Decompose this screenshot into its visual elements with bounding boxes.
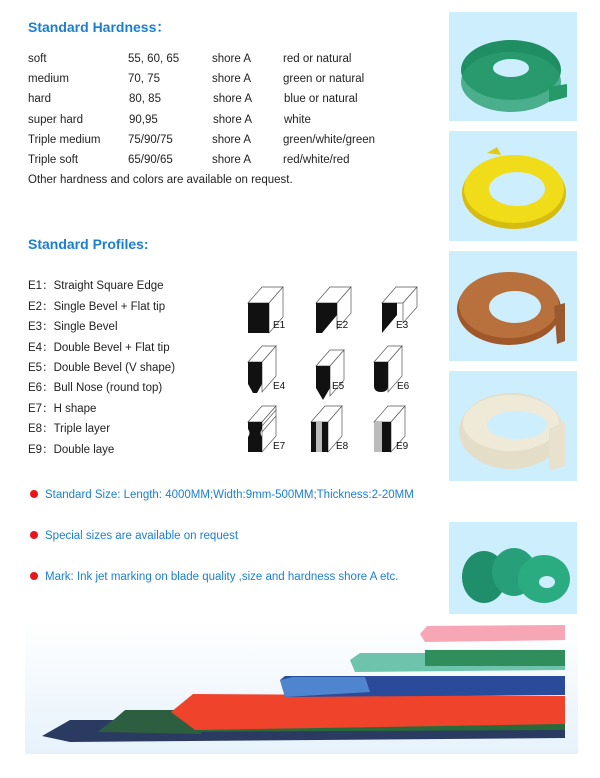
profile-item	[28, 339, 170, 355]
yellow-squeegee-roll-image	[449, 131, 577, 241]
profile-item	[28, 379, 162, 395]
profile-label: Bull Nose (round top)	[53, 382, 163, 394]
profile-code: E5：	[28, 362, 54, 374]
green-squeegee-roll-image	[449, 12, 577, 121]
hardness-name: Triple soft	[28, 154, 79, 166]
e6-bull-nose-icon: E6	[372, 344, 432, 399]
profile-code: E4：	[28, 342, 54, 354]
hardness-color: green or natural	[283, 73, 365, 85]
e3-single-bevel-icon: E3	[380, 285, 440, 335]
profile-code: E7：	[28, 403, 54, 415]
hardness-name: Triple medium	[28, 134, 101, 146]
profile-label: Single Bevel + Flat tip	[53, 301, 166, 313]
hardness-value: 80, 85	[129, 93, 161, 105]
hardness-name: medium	[28, 73, 69, 85]
profile-item	[28, 400, 96, 416]
profile-item	[28, 441, 114, 457]
red-dot-icon	[30, 531, 38, 539]
hardness-value: 70, 75	[128, 73, 160, 85]
hardness-value: 75/90/75	[128, 134, 173, 146]
e5-double-bevel-v-icon: E5	[314, 348, 374, 403]
amber-squeegee-roll-image	[449, 251, 577, 361]
bullet-special-sizes: Special sizes are available on request	[30, 530, 238, 542]
hardness-value: 65/90/65	[128, 154, 173, 166]
green-squeegee-rolls-image	[449, 522, 577, 614]
e7-h-shape-icon: E7	[246, 404, 306, 459]
red-dot-icon	[30, 490, 38, 498]
e8-triple-layer-icon: E8	[309, 404, 369, 459]
hardness-unit: shore A	[212, 73, 251, 85]
profile-label: Triple layer	[53, 423, 111, 435]
profile-item	[28, 420, 110, 436]
hardness-unit: shore A	[212, 134, 251, 146]
hardness-color: red or natural	[283, 53, 352, 65]
bullet-mark: Mark: Ink jet marking on blade quality ,size and hardness shore A etc.	[30, 571, 399, 583]
profile-label: Double Bevel + Flat tip	[53, 342, 170, 354]
hardness-value: 55, 60, 65	[128, 53, 180, 65]
profile-code: E2：	[28, 301, 54, 313]
hardness-name: hard	[28, 93, 52, 105]
profile-code: E6：	[28, 382, 54, 394]
hardness-color: white	[284, 114, 311, 126]
profile-item	[28, 318, 118, 334]
e2-single-bevel-flat-icon: E2	[314, 285, 374, 335]
hardness-unit: shore A	[213, 93, 252, 105]
hardness-color: green/white/green	[283, 134, 376, 146]
hardness-name: soft	[28, 53, 47, 65]
hardness-value: 90,95	[129, 114, 158, 126]
profile-label: Single Bevel	[53, 321, 118, 333]
hardness-color: blue or natural	[284, 93, 358, 105]
profile-label: Double Bevel (V shape)	[53, 362, 176, 374]
e9-double-layer-icon: E9	[372, 404, 432, 459]
profile-code: E8：	[28, 423, 54, 435]
profile-label: Double laye	[53, 444, 115, 456]
profile-label: Straight Square Edge	[53, 280, 164, 292]
layered-blades-image	[25, 620, 578, 754]
white-squeegee-roll-image	[449, 371, 577, 481]
bullet-standard-size: Standard Size: Length: 4000MM;Width:9mm-500MM;Thickness:2-20MM	[30, 489, 414, 501]
hardness-note: Other hardness and colors are available on request.	[28, 174, 293, 186]
hardness-color: red/white/red	[283, 154, 350, 166]
profile-code: E9：	[28, 444, 54, 456]
profile-label: H shape	[53, 403, 97, 415]
hardness-unit: shore A	[212, 53, 251, 65]
profile-item	[28, 298, 165, 314]
profile-item	[28, 277, 164, 293]
profile-item	[28, 359, 175, 375]
hardness-name: super hard	[28, 114, 83, 126]
e4-double-bevel-flat-icon: E4	[246, 344, 306, 399]
hardness-unit: shore A	[213, 114, 252, 126]
hardness-title: Standard Hardness：	[28, 19, 171, 35]
profile-code: E3：	[28, 321, 54, 333]
e1-square-edge-icon: E1	[246, 285, 306, 335]
profiles-title: Standard Profiles:	[28, 236, 149, 252]
red-dot-icon	[30, 572, 38, 580]
profile-code: E1：	[28, 280, 54, 292]
hardness-unit: shore A	[212, 154, 251, 166]
